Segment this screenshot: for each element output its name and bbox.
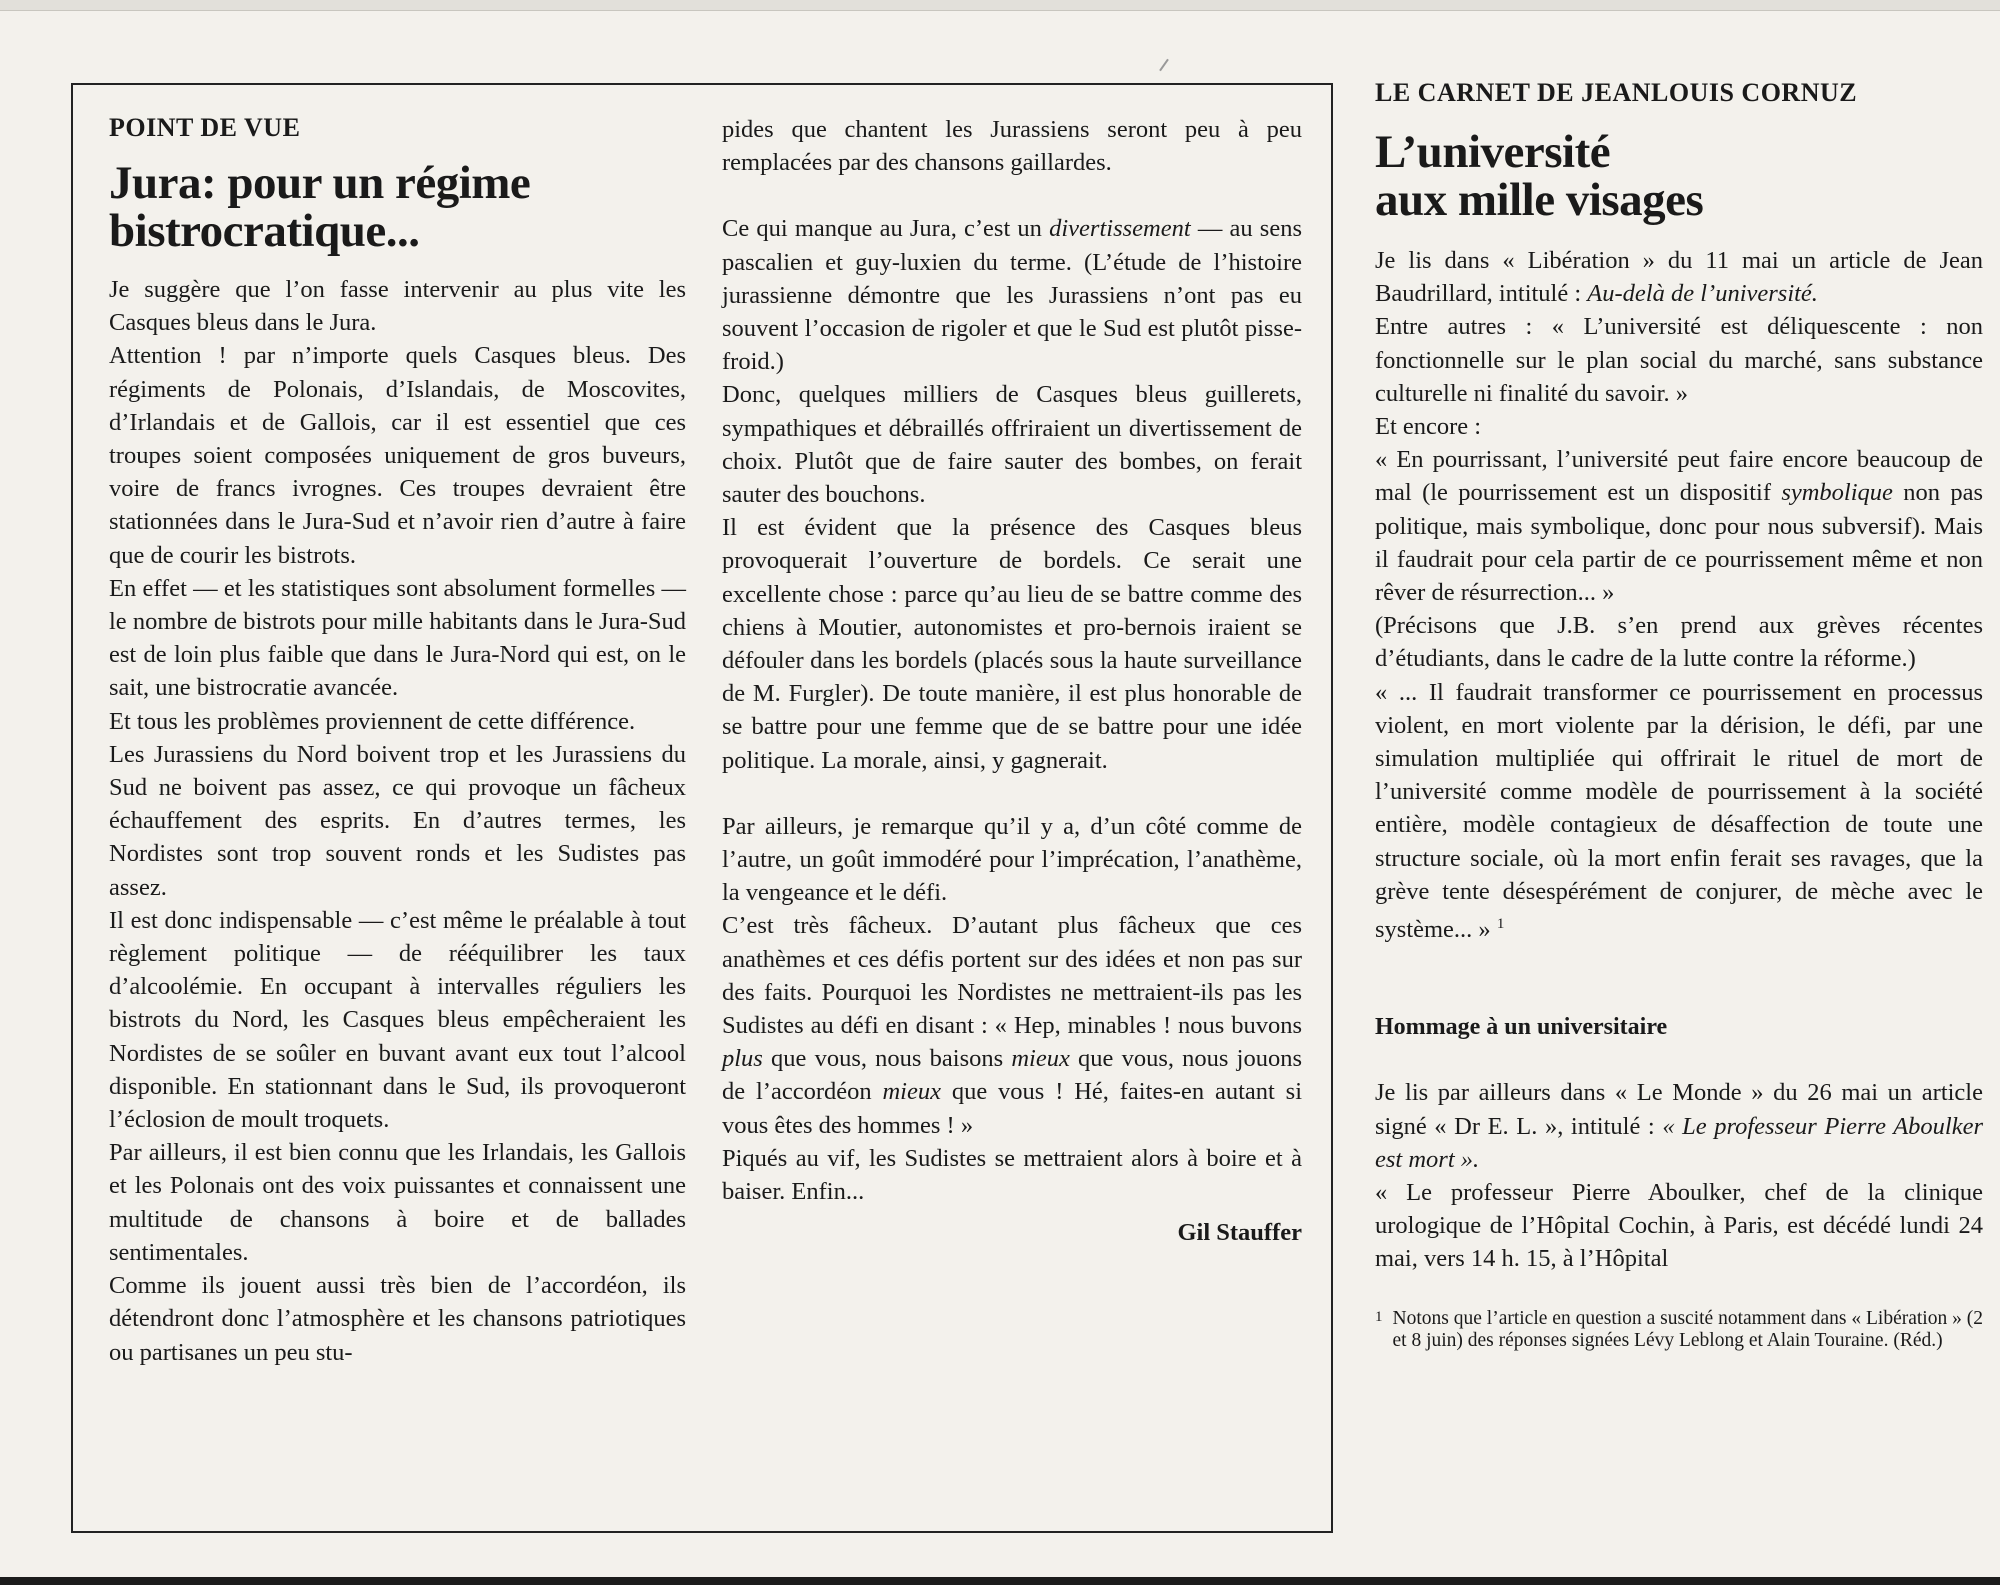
paragraph: Piqués au vif, les Sudistes se mettraient alors à boire et à baiser. Enfin...	[722, 1144, 1302, 1206]
headline-line-1: L’université	[1375, 126, 1611, 178]
paragraph: Les Jurassiens du Nord boivent trop et les Jurassiens du Sud ne boivent pas assez, ce qui provoque un fâcheux échauffement des esprits. En d’autres termes, les Nordistes sont trop souvent ronds et les Sudistes pas assez.	[109, 740, 686, 901]
author-signature: Gil Stauffer	[1177, 1219, 1302, 1247]
headline-line-2: aux mille visages	[1375, 174, 1704, 226]
paragraph: Par ailleurs, je remarque qu’il y a, d’un côté comme de l’autre, un goût immodéré pour l’imprécation, l’anathème, la vengeance et le défi.	[722, 812, 1302, 907]
paragraph: Donc, quelques milliers de Casques bleus guillerets, sympathiques et débraillés offriraient un divertissement de choix. Plutôt que de faire sauter des bombes, on ferait sauter des bouchons.	[722, 381, 1302, 509]
carnet-subhead: Hommage à un universitaire	[1375, 1014, 1668, 1041]
paragraph: Je lis par ailleurs dans « Le Monde » du 26 mai un article signé « Dr E. L. », intitulé : « Le professeur Pierre Aboulker est mort ».	[1375, 1079, 1983, 1173]
page-bottom-edge	[0, 1577, 2000, 1585]
paragraph: Comme ils jouent aussi très bien de l’accordéon, ils détendront donc l’atmosphère et les chansons patriotiques ou partisanes un peu stu-	[109, 1272, 686, 1366]
headline-line-2: bistrocratique...	[109, 205, 420, 257]
paragraph: « En pourrissant, l’université peut faire encore beaucoup de mal (le pourrissement est un dispositif symbolique non pas politique, mais symbolique, donc pour nous subversif). Mais il faudrait pour cela partir de ce pourrissement même et non rêver de résurrection... »	[1375, 446, 1983, 607]
point-de-vue-middle-column	[722, 113, 1302, 1249]
paragraph: Je lis dans « Libération » du 11 mai un article de Jean Baudrillard, intitulé : Au-delà de l’université.	[1375, 247, 1983, 308]
carnet-headline	[1375, 128, 1985, 224]
paragraph: Par ailleurs, il est bien connu que les Irlandais, les Gallois et les Polonais ont des voix puissantes et connaissent une multitude de chansons à boire et de ballades sentimentales.	[109, 1139, 686, 1266]
point-de-vue-headline	[109, 159, 686, 255]
paragraph: Il est évident que la présence des Casques bleus provoquerait l’ouverture de bordels. Ce serait une excellente chose : parce qu’au lieu de se battre comme des chiens à Moutier, autonomistes et pro-bernois iraient se défouler dans les bordels (placés sous la haute surveillance de M. Furgler). De toute manière, il est plus honorable de se battre pour une femme que de se battre pour une idée politique. La morale, ainsi, y gagnerait.	[722, 514, 1302, 774]
footnote	[1375, 1308, 1983, 1352]
carnet-kicker: LE CARNET DE JEANLOUIS CORNUZ	[1375, 78, 1858, 107]
carnet-column	[1375, 78, 1985, 1352]
print-mark	[1159, 59, 1169, 72]
paragraph: Et encore :	[1375, 413, 1482, 441]
paragraph: « ... Il faudrait transformer ce pourrissement en processus violent, en mort violente par la dérision, le défi, par une simulation multipliée qui offrirait le rituel de mort de l’université comme modèle de pourrissement à la société entière, modèle contagieux de désaffection de toute une structure sociale, où la mort enfin ferait ses ravages, que la grève tente désespérément de conjurer, de mèche avec le système... » $^1$	[1375, 678, 1983, 944]
paragraph: C’est très fâcheux. D’autant plus fâcheux que ces anathèmes et ces défis portent sur des idées et non pas sur des faits. Pourquoi les Nordistes ne mettraient-ils pas les Sudistes au défi en disant : « Hep, minables ! nous buvons plus que vous, nous baisons mieux que vous, nous jouons de l’accordéon mieux que vous ! Hé, faites-en autant si vous êtes des hommes ! »	[722, 912, 1302, 1139]
paragraph: Entre autres : « L’université est déliquescente : non fonctionnelle sur le plan social du marché, sans substance culturelle ni finalité du savoir. »	[1375, 313, 1983, 407]
paragraph: pides que chantent les Jurassiens seront peu à peu remplacées par des chansons gaillardes.	[722, 116, 1302, 177]
headline-line-1: Jura: pour un régime	[109, 157, 531, 209]
paragraph: (Précisons que J.B. s’en prend aux grèves récentes d’étudiants, dans le cadre de la lutte contre la réforme.)	[1375, 612, 1983, 673]
paragraph: En effet — et les statistiques sont absolument formelles — le nombre de bistrots pour mille habitants dans le Jura-Sud est de loin plus faible que dans le Jura-Nord qui est, on le sait, une bistrocratie avancée.	[109, 574, 686, 702]
paragraph: Et tous les problèmes proviennent de cette différence.	[109, 707, 636, 735]
point-de-vue-left-column	[109, 113, 686, 1369]
paragraph: Je suggère que l’on fasse intervenir au plus vite les Casques bleus dans le Jura.	[109, 276, 686, 337]
left-body	[109, 273, 686, 1369]
middle-body	[722, 113, 1302, 1208]
footnote-ref: 1	[1496, 916, 1505, 933]
carnet-body	[1375, 244, 1983, 1276]
page-top-edge	[0, 0, 2000, 11]
paragraph: Ce qui manque au Jura, c’est un divertissement — au sens pascalien et guy-luxien du terme. (L’étude de l’histoire jurassienne démontre que les Jurassiens n’ont pas eu souvent l’occasion de rigoler et que le Sud est plutôt pisse-froid.)	[722, 215, 1302, 376]
footnote-marker: 1	[1375, 1308, 1383, 1325]
paragraph: Il est donc indispensable — c’est même le préalable à tout règlement politique — de rééquilibrer les taux d’alcoolémie. En occupant à intervalles réguliers les bistrots du Nord, les Casques bleus empêcheraient les Nordistes de se soûler en buvant avant eux tout l’alcool disponible. En stationnant dans le Sud, ils provoqueront l’éclosion de moult troquets.	[109, 906, 686, 1134]
paragraph: Attention ! par n’importe quels Casques bleus. Des régiments de Polonais, d’Islandais, de Moscovites, d’Irlandais et de Gallois, car il est essentiel que ces troupes soient composées uniquement de gros buveurs, voire de francs ivrognes. Ces troupes devraient être stationnées dans le Jura-Sud et n’avoir rien d’autre à faire que de courir les bistrots.	[109, 342, 686, 569]
footnote-text: Notons que l’article en question a suscité notamment dans « Libération » (2 et 8 juin) des réponses signées Lévy Leblong et Alain Touraine. (Réd.)	[1392, 1307, 1983, 1351]
paragraph: « Le professeur Pierre Aboulker, chef de la clinique urologique de l’Hôpital Cochin, à Paris, est décédé lundi 24 mai, vers 14 h. 15, à l’Hôpital	[1375, 1179, 1983, 1273]
point-de-vue-kicker: POINT DE VUE	[109, 113, 301, 142]
